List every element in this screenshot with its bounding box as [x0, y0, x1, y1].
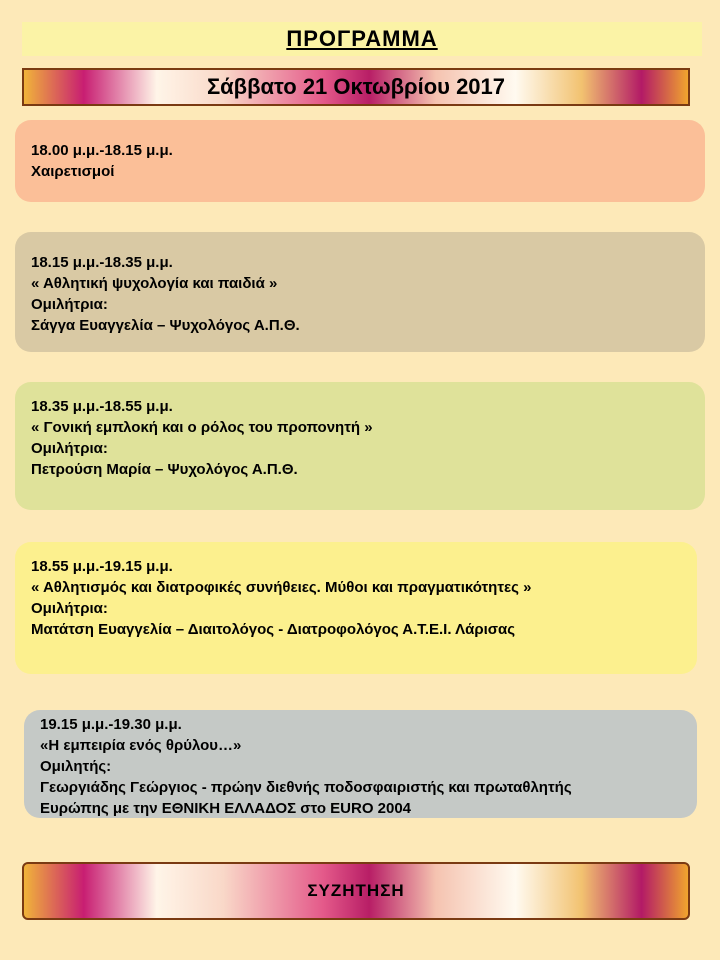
session-title: « Αθλητισμός και διατροφικές συνήθειες. Μύθοι και πραγματικότητες » — [31, 579, 532, 596]
event-date: Σάββατο 21 Οκτωβρίου 2017 — [206, 74, 506, 99]
speaker-label: Ομιλήτρια: — [31, 296, 108, 313]
speaker-name: Γεωργιάδης Γεώργιος - πρώην διεθνής ποδοσφαιριστής και πρωταθλητής — [40, 779, 572, 796]
session-card-2 — [15, 232, 705, 352]
session-card-4 — [15, 542, 697, 674]
session-card-1 — [15, 120, 705, 202]
session-title: «Η εμπειρία ενός θρύλου…» — [40, 737, 242, 754]
session-time: 18.00 μ.μ.-18.15 μ.μ. — [31, 142, 173, 159]
speaker-name: Σάγγα Ευαγγελία – Ψυχολόγος Α.Π.Θ. — [31, 317, 300, 334]
speaker-label: Ομιλήτρια: — [31, 600, 108, 617]
session-title: « Αθλητική ψυχολογία και παιδιά » — [31, 275, 278, 292]
speaker-name: Ματάτση Ευαγγελία – Διαιτολόγος - Διατροφολόγος Α.Τ.Ε.Ι. Λάρισας — [31, 621, 516, 638]
session-card-3 — [15, 382, 705, 510]
speaker-label: Ομιλήτρια: — [31, 440, 108, 457]
speaker-description: Ευρώπης με την ΕΘΝΙΚΗ ΕΛΛΑΔΟΣ στο EURO 2004 — [40, 800, 412, 817]
discussion-banner — [22, 862, 690, 920]
session-card-5 — [24, 710, 697, 818]
title-bar — [22, 22, 702, 56]
speaker-name: Πετρούση Μαρία – Ψυχολόγος Α.Π.Θ. — [31, 461, 298, 478]
date-banner — [22, 68, 690, 106]
session-time: 18.35 μ.μ.-18.55 μ.μ. — [31, 398, 173, 415]
session-time: 19.15 μ.μ.-19.30 μ.μ. — [40, 716, 182, 733]
session-title: Χαιρετισμοί — [31, 163, 115, 180]
session-time: 18.15 μ.μ.-18.35 μ.μ. — [31, 254, 173, 271]
speaker-label: Ομιλητής: — [40, 758, 112, 775]
discussion-label: ΣΥΖΗΤΗΣΗ — [307, 881, 405, 900]
session-title: « Γονική εμπλοκή και ο ρόλος του προπονητή » — [31, 419, 373, 436]
page-title: ΠΡΟΓΡΑΜΜΑ — [286, 26, 438, 51]
session-time: 18.55 μ.μ.-19.15 μ.μ. — [31, 558, 173, 575]
